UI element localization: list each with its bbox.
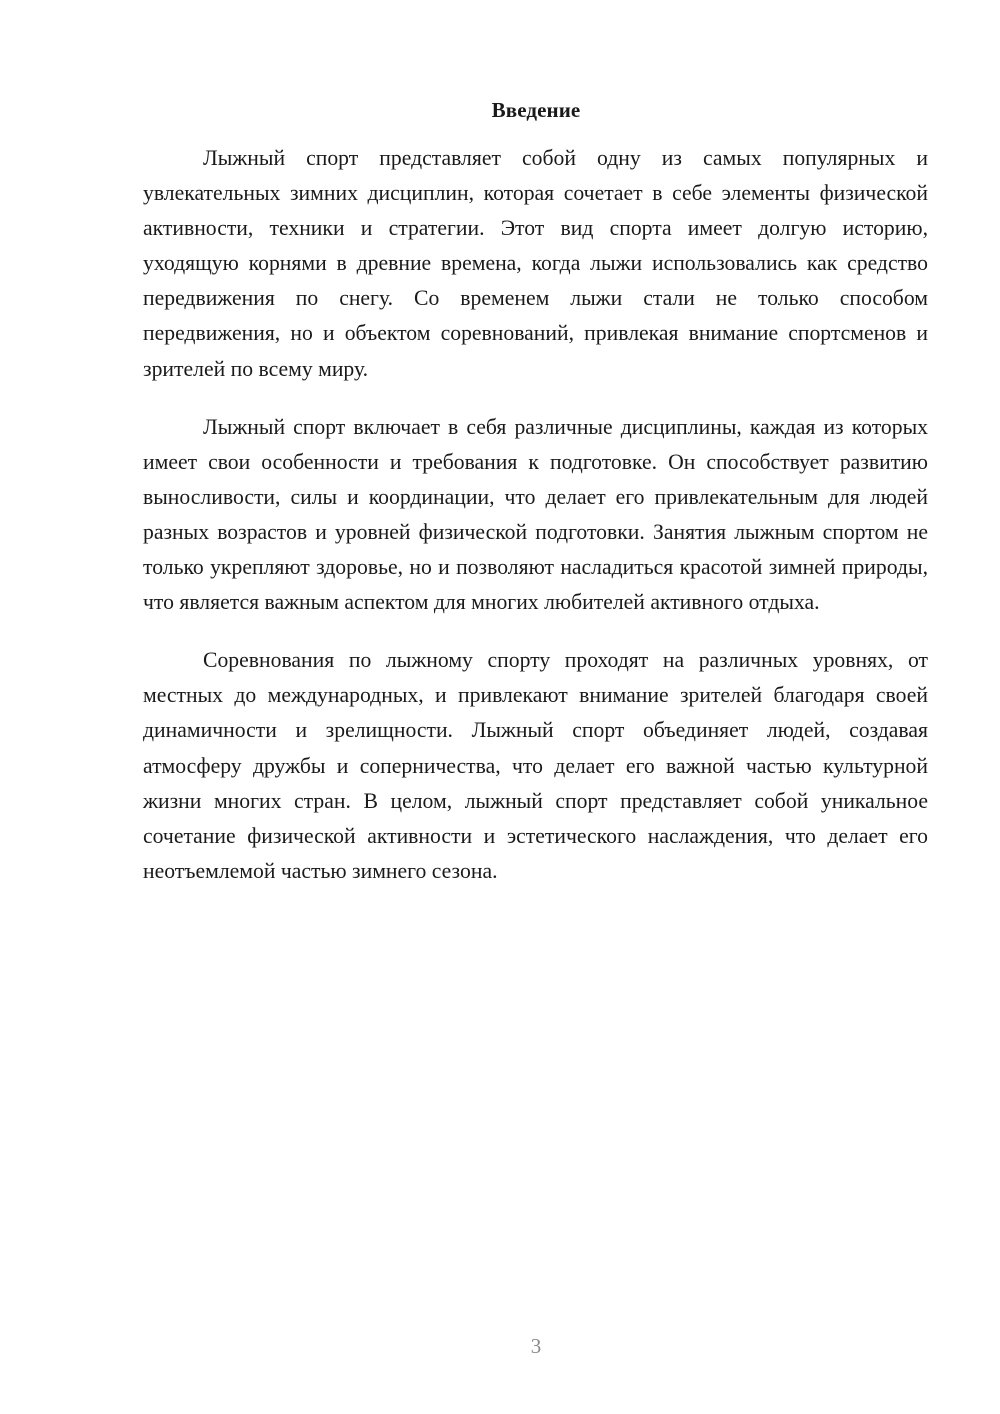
paragraph-1: Лыжный спорт представляет собой одну из самых популярных и увлекательных зимних дисциплин, которая сочетает в себе элементы физической активности, техники и стратегии. Этот вид спорта имеет долгую историю, уходящую корнями в древние времена, когда лыжи использовались как средство передвижения по снегу. Со временем лыжи стали не только способом передвижения, но и объектом соревнований, привлекая внимание спортсменов и зрителей по всему миру. xyxy=(143,146,928,381)
document-body xyxy=(143,141,928,912)
paragraph-2: Лыжный спорт включает в себя различные дисциплины, каждая из которых имеет свои особенности и требования к подготовке. Он способствует развитию выносливости, силы и координации, что делает его привлекательным для людей разных возрастов и уровней физической подготовки. Занятия лыжным спортом не только укрепляют здоровье, но и позволяют насладиться красотой зимней природы, что является важным аспектом для многих любителей активного отдыха. xyxy=(143,414,928,615)
page-number: 3 xyxy=(530,1334,542,1358)
paragraph-3: Соревнования по лыжному спорту проходят на различных уровнях, от местных до международных, и привлекают внимание зрителей благодаря своей динамичности и зрелищности. Лыжный спорт объединяет людей, создавая атмосферу дружбы и соперничества, что делает его важной частью культурной жизни многих стран. В целом, лыжный спорт представляет собой уникальное сочетание физической активности и эстетического наслаждения, что делает его неотъемлемой частью зимнего сезона. xyxy=(143,648,928,883)
section-heading: Введение xyxy=(491,98,581,122)
